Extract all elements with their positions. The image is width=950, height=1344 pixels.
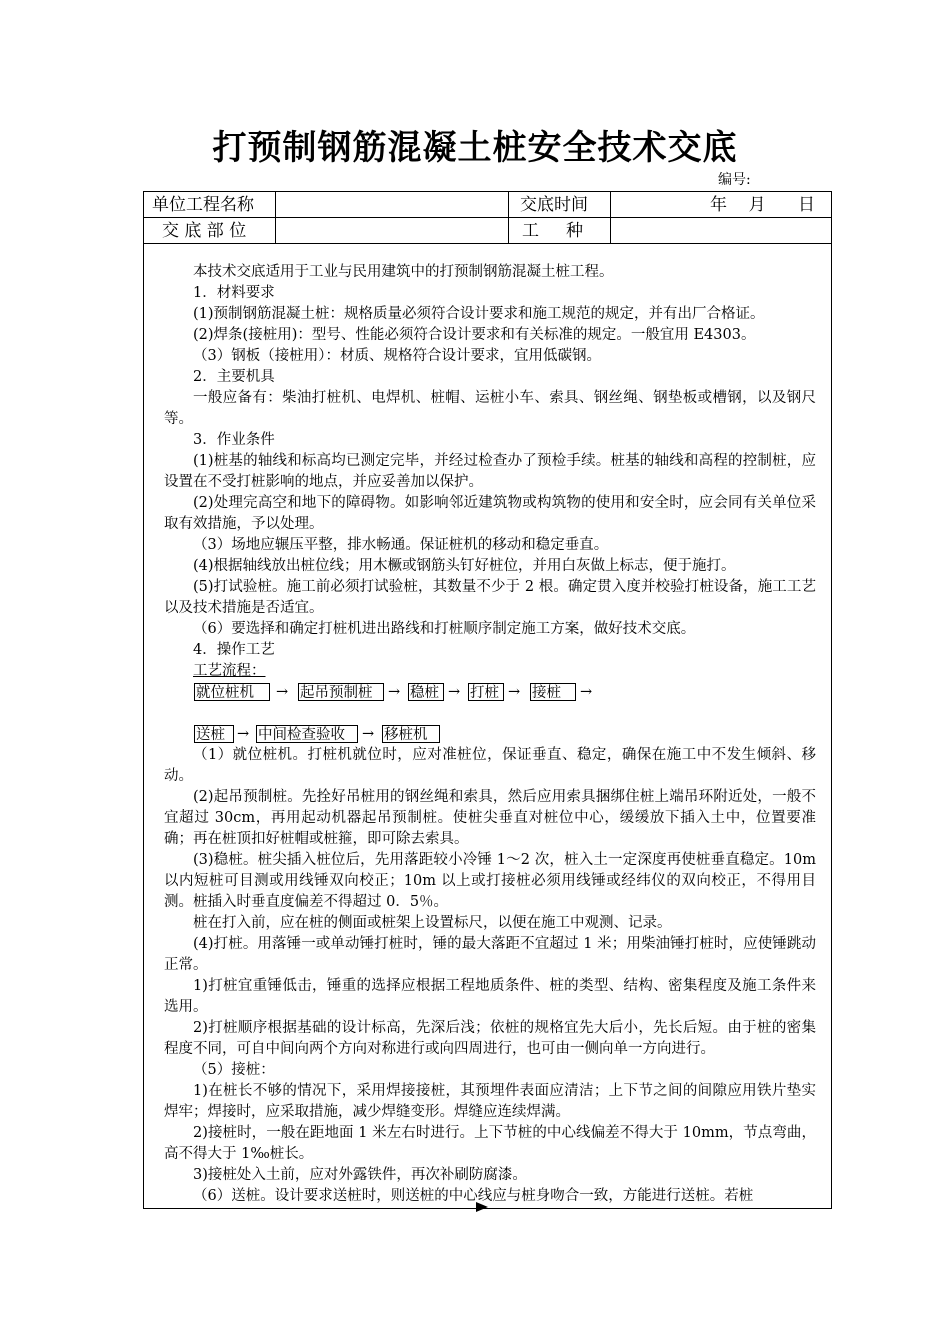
flow-arrow-icon: →	[237, 726, 250, 742]
paragraph: 1)在桩长不够的情况下，采用焊接接桩，其预埋件表面应清洁；上下节之间的间隙应用铁片垫实焊牢；焊接时，应采取措施，减少焊缝变形。焊缝应连续焊满。	[164, 1083, 816, 1120]
flow-step: 中间检查验收	[256, 725, 358, 743]
col-divider	[508, 192, 509, 243]
section-heading: 1．材料要求	[193, 285, 275, 301]
flow-arrow-icon: →	[362, 726, 375, 742]
paragraph: (4)打桩。用落锤一或单动锤打桩时，锤的最大落距不宜超过 1 米；用柴油锤打桩时，应使锤跳动正常。	[164, 936, 816, 973]
flow-step: 送桩	[194, 725, 234, 743]
project-name-label: 单位工程名称	[152, 195, 254, 215]
paragraph: 2)接桩时，一般在距地面 1 米左右时进行。上下节桩的中心线偏差不得大于 10mm，节点弯曲，高不得大于 1‰桩长。	[164, 1125, 816, 1162]
flow-step: 接桩	[530, 683, 576, 701]
flow-arrow-icon: →	[508, 684, 521, 700]
paragraph: (5)打试验桩。施工前必须打试验桩，其数量不少于 2 根。确定贯入度并校验打桩设备，施工工艺以及技术措施是否适宜。	[164, 579, 816, 616]
paragraph: (1)桩基的轴线和标高均已测定完毕，并经过检查办了预检手续。桩基的轴线和高程的控制桩，应设置在不受打桩影响的地点，并应妥善加以保护。	[164, 453, 816, 490]
flow-step: 起吊预制桩	[298, 683, 384, 701]
paragraph: （3）场地应辗压平整，排水畅通。保证桩机的移动和稳定垂直。	[193, 537, 609, 553]
disclosure-date-value[interactable]: 年 月 日	[710, 195, 816, 215]
process-flow-row-1	[164, 682, 816, 703]
section-heading: 2．主要机具	[193, 369, 275, 385]
paragraph: (3)稳桩。桩尖插入桩位后，先用落距较小冷锤 1～2 次，桩入土一定深度再使桩垂直稳定。10m 以内短桩可目测或用线锤双向校正；10m 以上或打接桩必须用线锤或经纬仪的双向校正，不得用目测。桩插入时垂直度偏差不得超过 0．5％。	[164, 852, 816, 910]
section-heading: 4．操作工艺	[193, 642, 275, 658]
paragraph: (4)根据轴线放出桩位线；用木橛或钢筋头钉好桩位，并用白灰做上标志，便于施打。	[193, 558, 736, 574]
doc-number-label: 编号:	[718, 172, 751, 188]
col-divider	[610, 192, 611, 243]
flow-step: 稳桩	[408, 683, 444, 701]
flow-heading: 工艺流程：	[193, 663, 266, 679]
paragraph: (1)预制钢筋混凝土桩：规格质量必须符合设计要求和施工规范的规定，并有出厂合格证。	[193, 306, 765, 322]
flow-arrow-icon: →	[580, 684, 593, 700]
trade-label: 工 种	[522, 221, 584, 241]
spacer	[164, 703, 816, 724]
flow-arrow-icon: →	[448, 684, 461, 700]
paragraph: 本技术交底适用于工业与民用建筑中的打预制钢筋混凝土桩工程。	[193, 264, 614, 280]
paragraph: 一般应备有：柴油打桩机、电焊机、桩帽、运桩小车、索具、钢丝绳、钢垫板或槽钢，以及钢尺等。	[164, 390, 816, 427]
paragraph: （5）接桩：	[193, 1062, 275, 1078]
section-heading: 3．作业条件	[193, 432, 275, 448]
arrow-head-icon	[476, 1202, 488, 1212]
flow-arrow-icon: →	[276, 684, 289, 700]
paragraph: (2)起吊预制桩。先拴好吊桩用的钢丝绳和索具，然后应用索具捆绑住桩上端吊环附近处，一般不宜超过 30cm，再用起动机器起吊预制桩。使桩尖垂直对桩位中心，缓缓放下插入土中，位置要准确；再在桩顶扣好桩帽或桩箍，即可除去索具。	[164, 789, 816, 847]
document-title: 打预制钢筋混凝土桩安全技术交底	[212, 128, 738, 168]
disclosure-time-label: 交底时间	[520, 195, 588, 215]
disclosure-part-label: 交 底 部 位	[162, 221, 247, 241]
disclosure-form	[143, 191, 832, 1209]
paragraph: 桩在打入前，应在桩的侧面或桩架上设置标尺，以便在施工中观测、记录。	[193, 915, 672, 931]
flow-step: 移桩机	[382, 725, 440, 743]
flow-arrow-icon: →	[388, 684, 401, 700]
flow-step: 打桩	[468, 683, 504, 701]
paragraph: 3)接桩处入土前，应对外露铁件，再次补刷防腐漆。	[193, 1167, 527, 1183]
paragraph: （1）就位桩机。打桩机就位时，应对准桩位，保证垂直、稳定，确保在施工中不发生倾斜、移动。	[164, 747, 816, 784]
disclosure-content	[164, 262, 816, 1207]
paragraph: 2)打桩顺序根据基础的设计标高，先深后浅；依桩的规格宜先大后小，先长后短。由于桩的密集程度不同，可自中间向两个方向对称进行或向四周进行，也可由一侧向单一方向进行。	[164, 1020, 816, 1057]
paragraph: 1)打桩宜重锤低击，锤重的选择应根据工程地质条件、桩的类型、结构、密集程度及施工条件来选用。	[164, 978, 816, 1015]
paragraph: (2)处理完高空和地下的障碍物。如影响邻近建筑物或构筑物的使用和安全时，应会同有关单位采取有效措施，予以处理。	[164, 495, 816, 532]
paragraph: （6）要选择和确定打桩机进出路线和打桩顺序制定施工方案，做好技术交底。	[193, 621, 696, 637]
paragraph: （6）送桩。设计要求送桩时，则送桩的中心线应与桩身吻合一致，方能进行送桩。若桩	[193, 1188, 754, 1204]
paragraph: （3）钢板（接桩用）：材质、规格符合设计要求，宜用低碳钢。	[193, 348, 601, 364]
col-divider	[275, 192, 276, 243]
paragraph: (2)焊条(接桩用)：型号、性能必须符合设计要求和有关标准的规定。一般宜用 E4303。	[193, 327, 756, 343]
process-flow-row-2	[164, 724, 816, 745]
flow-step: 就位桩机	[194, 683, 270, 701]
row-divider	[144, 243, 831, 244]
